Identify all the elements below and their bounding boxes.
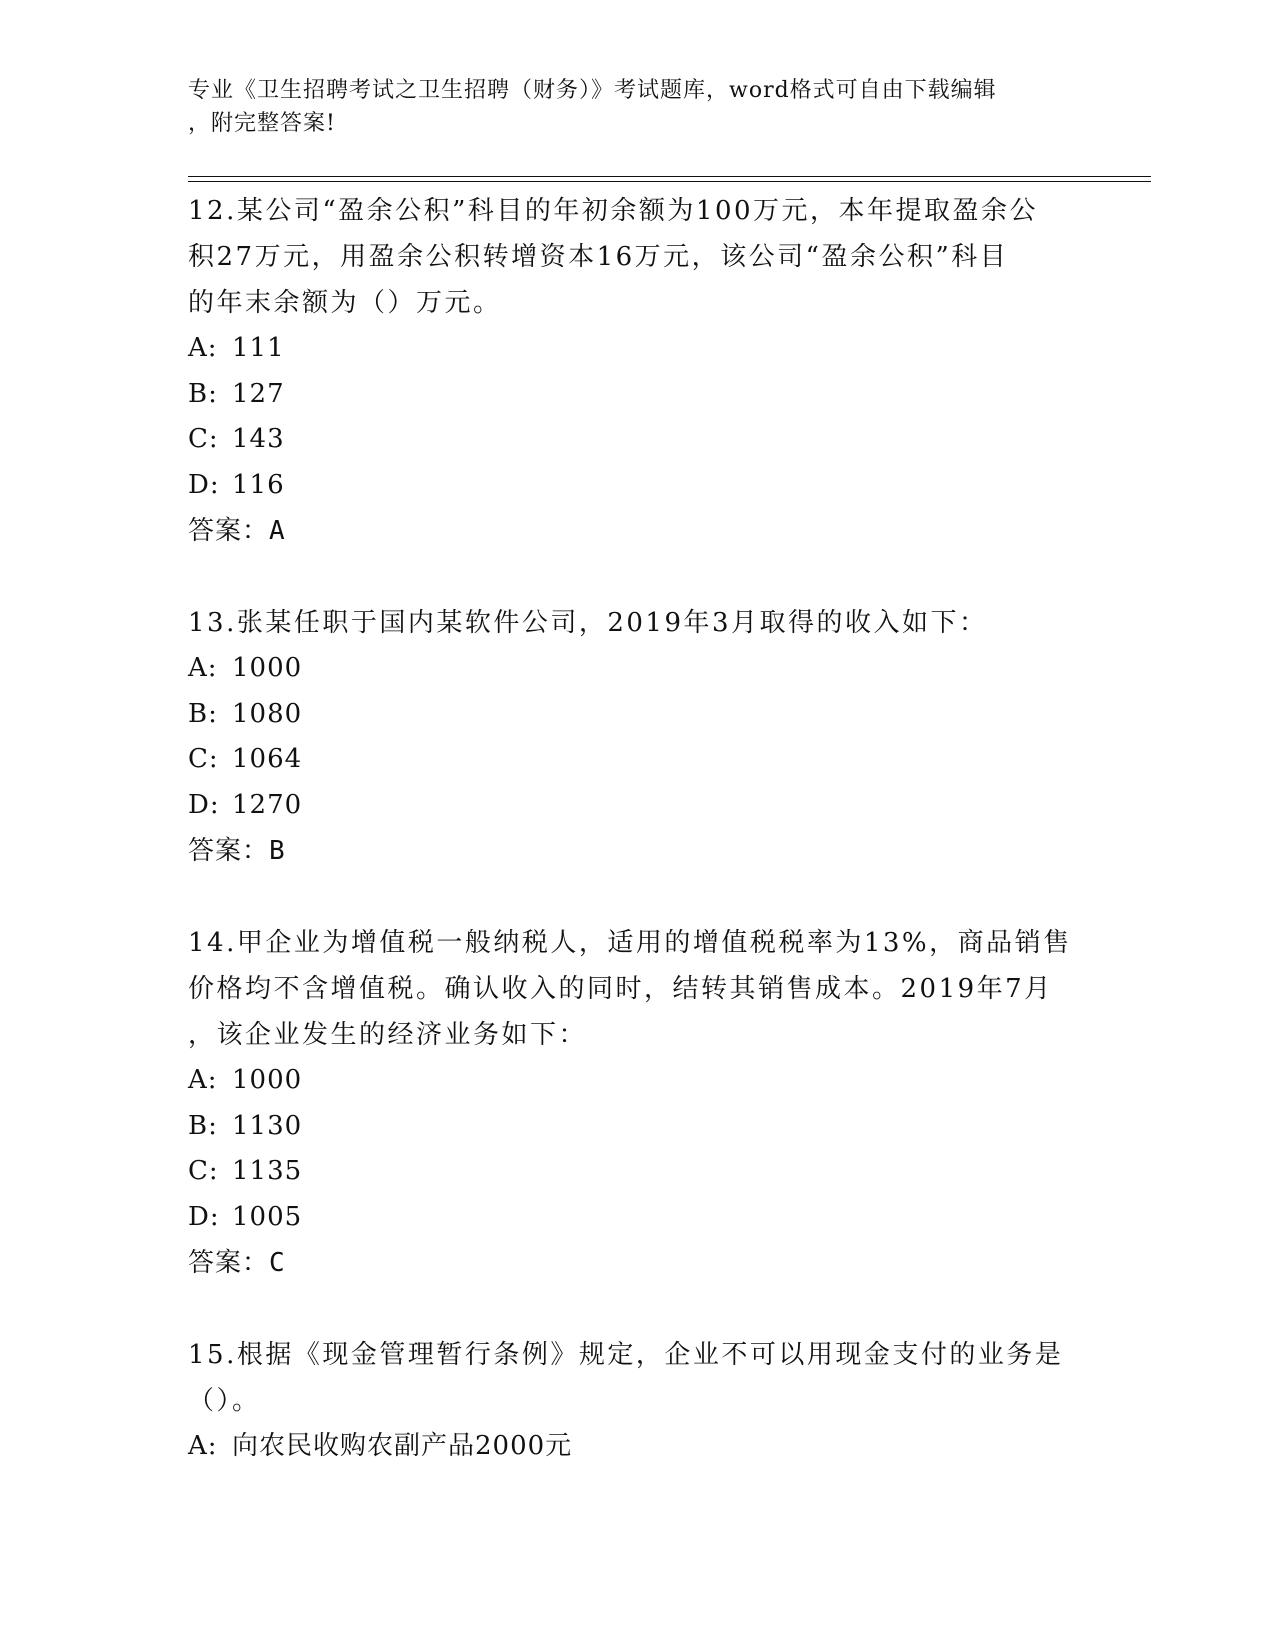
option-text: 127 (232, 378, 285, 409)
question-spacer (188, 1286, 1078, 1332)
option-letter: A: (188, 1431, 218, 1461)
option-text: 1130 (232, 1110, 303, 1141)
question-stem-line: （）。 (188, 1386, 261, 1416)
answer-option (188, 1195, 1078, 1241)
answer-option (188, 463, 1078, 509)
answer-option (188, 646, 1078, 692)
question-stem-line: 14.甲企业为增值税一般纳税人，适用的增值税税率为13%，商品销售 (188, 928, 1072, 958)
answer-label: 答案： (188, 836, 270, 866)
answer-option (188, 417, 1078, 463)
header-divider-top (188, 176, 1151, 177)
question-stem-line: 12.某公司“盈余公积”科目的年初余额为100万元，本年提取盈余公 (188, 196, 1039, 226)
header-line-2: ，附完整答案! (188, 111, 336, 136)
option-text: 1005 (232, 1201, 303, 1232)
answer-line (188, 508, 1078, 554)
option-letter: D: (188, 469, 220, 500)
option-letter: B: (188, 698, 218, 729)
question-stem-line: 13.张某任职于国内某软件公司，2019年3月取得的收入如下： (188, 608, 988, 638)
option-letter: D: (188, 789, 220, 820)
option-letter: A: (188, 1065, 218, 1095)
question-spacer (188, 874, 1078, 920)
question-item (188, 600, 1078, 920)
option-text: 1135 (232, 1156, 303, 1186)
option-text: 1064 (232, 744, 303, 774)
answer-option (188, 1058, 1078, 1104)
answer-line (188, 1240, 1078, 1286)
question-stem-line: 价格均不含增值税。确认收入的同时，结转其销售成本。2019年7月 (188, 974, 1053, 1004)
question-spacer (188, 554, 1078, 600)
question-stem-line: 的年末余额为（）万元。 (188, 288, 502, 318)
question-item (188, 188, 1078, 600)
option-letter: A: (188, 653, 218, 683)
header-divider-bottom (188, 181, 1151, 182)
answer-option (188, 1149, 1078, 1195)
option-text: 向农民收购农副产品2000元 (232, 1431, 573, 1461)
option-text: 116 (232, 469, 285, 500)
answer-option (188, 737, 1078, 783)
option-letter: C: (188, 744, 219, 774)
answer-label: 答案： (188, 516, 270, 546)
answer-option (188, 326, 1078, 372)
option-text: 143 (232, 424, 285, 454)
question-stem-line: 15.根据《现金管理暂行条例》规定，企业不可以用现金支付的业务是 (188, 1340, 1064, 1370)
option-letter: D: (188, 1201, 220, 1232)
option-text: 1000 (232, 1065, 303, 1095)
answer-line (188, 828, 1078, 874)
answer-option (188, 692, 1078, 738)
option-letter: A: (188, 333, 218, 363)
answer-option (188, 1424, 1078, 1470)
header-line-1: 专业《卫生招聘考试之卫生招聘（财务）》考试题库，word格式可自由下载编辑 (188, 78, 997, 103)
document-header (188, 74, 1068, 140)
question-stem-line: ，该企业发生的经济业务如下： (188, 1020, 588, 1050)
question-item (188, 1332, 1078, 1470)
answer-value: B (269, 836, 286, 866)
answer-value: A (269, 516, 286, 546)
option-text: 111 (232, 333, 285, 363)
answer-option (188, 1104, 1078, 1150)
option-letter: C: (188, 1156, 219, 1186)
answer-value: C (269, 1248, 286, 1278)
option-letter: B: (188, 1110, 218, 1141)
question-stem-line: 积27万元，用盈余公积转增资本16万元，该公司“盈余公积”科目 (188, 242, 1009, 272)
answer-label: 答案： (188, 1248, 270, 1278)
question-list (188, 188, 1078, 1470)
question-item (188, 920, 1078, 1332)
option-letter: B: (188, 378, 218, 409)
option-text: 1080 (232, 698, 303, 729)
option-text: 1270 (232, 789, 303, 820)
option-letter: C: (188, 424, 219, 454)
answer-option (188, 372, 1078, 418)
answer-option (188, 783, 1078, 829)
option-text: 1000 (232, 653, 303, 683)
